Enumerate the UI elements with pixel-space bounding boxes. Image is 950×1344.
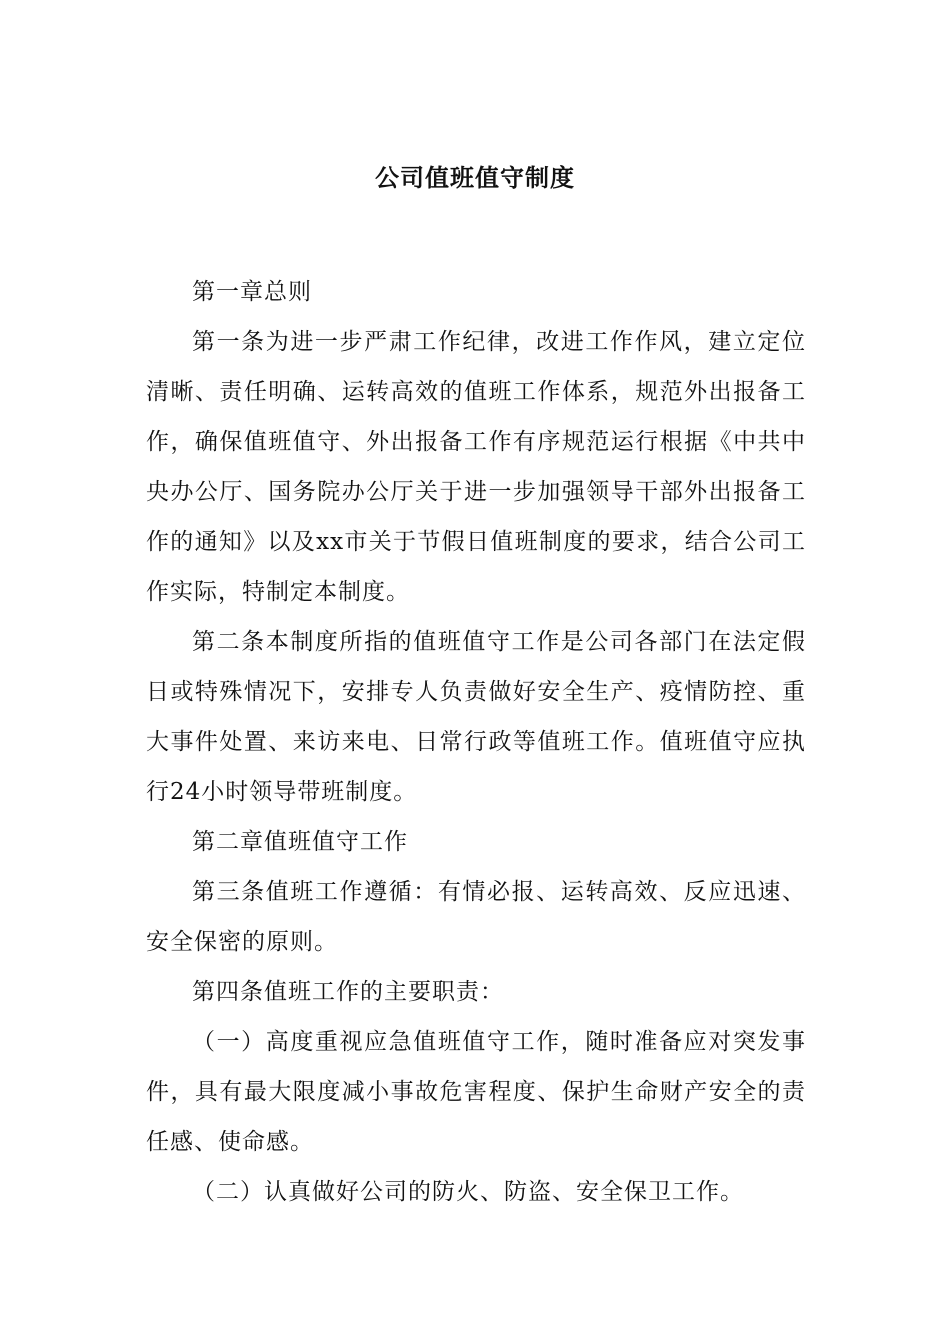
- duty-item-2-paragraph: （二）认真做好公司的防火、防盗、安全保卫工作。: [192, 1179, 744, 1205]
- article-4-paragraph: 第四条值班工作的主要职责：: [192, 979, 504, 1005]
- document-body: [146, 267, 806, 1217]
- duty-item-1-paragraph: （一）高度重视应急值班值守工作，随时准备应对突发事件，具有最大限度减小事故危害程度、保护生命财产安全的责任感、使命感。: [146, 1029, 806, 1155]
- article-2-paragraph: 第二条本制度所指的值班值守工作是公司各部门在法定假日或特殊情况下，安排专人负责做好安全生产、疫情防控、重大事件处置、来访来电、日常行政等值班工作。值班值守应执行24小时领导带班制度。: [146, 629, 806, 805]
- chapter-heading-general: 第一章总则: [192, 279, 312, 305]
- article-3-paragraph: 第三条值班工作遵循：有情必报、运转高效、反应迅速、安全保密的原则。: [146, 879, 806, 955]
- document-title: 公司值班值守制度: [375, 163, 575, 192]
- article-1-paragraph: 第一条为进一步严肃工作纪律，改进工作作风，建立定位清晰、责任明确、运转高效的值班工作体系，规范外出报备工作，确保值班值守、外出报备工作有序规范运行根据《中共中央办公厅、国务院办公厅关于进一步加强领导干部外出报备工作的通知》以及xx市关于节假日值班制度的要求，结合公司工作实际，特制定本制度。: [146, 329, 806, 605]
- chapter-heading-duty: 第二章值班值守工作: [192, 829, 408, 855]
